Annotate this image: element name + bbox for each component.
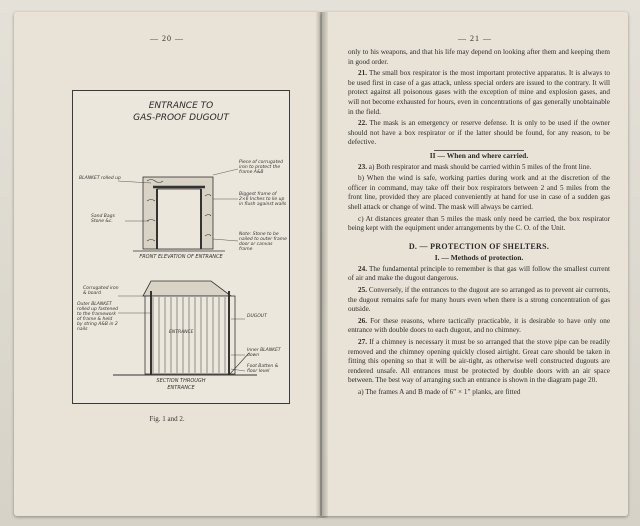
paragraph-23a xyxy=(348,163,610,173)
section-heading-ii: II — When and where carried. xyxy=(429,150,529,160)
page-number-right: — 21 — xyxy=(458,34,492,43)
left-page xyxy=(14,12,320,516)
paragraph-number: 22. xyxy=(358,119,367,128)
paragraph-number: 26. xyxy=(358,316,367,325)
section-heading-d: D. — PROTECTION OF SHELTERS. xyxy=(408,241,550,251)
paragraph-number: 21. xyxy=(358,69,367,78)
label-outer-blanket: Outer BLANKET rolled up fastened to the framework of frame & held by string A&B in 2 nails xyxy=(77,302,118,332)
section-heading-i: I. — Methods of protection. xyxy=(434,253,524,263)
figure-title-line1: ENTRANCE TO xyxy=(148,101,214,111)
paragraph-text: Conversely, if the entrances to the dugout are so arranged as to prevent air currents, the dugout remains safe for many hours even when there is a strong concentration of gas outside. xyxy=(348,286,610,314)
paragraph-text: For these reasons, where tactically practicable, it is desirable to have only one entrance with double doors to each dugout, and no chimney. xyxy=(348,316,611,335)
label-note-stone: Note: Stone to be nailed to outer frame door or canvas frame xyxy=(239,232,287,252)
paragraph-26 xyxy=(348,317,610,336)
label-section-line1: SECTION THROUGH xyxy=(156,378,206,384)
paragraph-text: a) Both respirator and mask should be carried within 5 miles of the front line. xyxy=(368,162,592,171)
label-corrugated-iron: Corrugated iron & board xyxy=(83,286,119,296)
paragraph-text: The small box respirator is the most important protective apparatus. It is always to be used first in case of a gas attack, unless special orders are issued to the contrary. It will protect against all poisonous gases with the exception of mine and explosion gases, and will not become exhausted for hours, even in concentrations of gas generally unobtainable in the field. xyxy=(348,69,610,116)
paragraph-number: 23. xyxy=(358,162,367,171)
paragraph-intro: only to his weapons, and that his life may depend on looking after them and keeping them in good order. xyxy=(348,48,610,66)
right-page xyxy=(322,12,628,516)
paragraph-text: The mask is an emergency or reserve defense. It is only to be used if the owner should not have a box respirator or if the latter should be found, for any reason, to be defective. xyxy=(348,119,610,147)
dugout-entrance-figure xyxy=(72,90,290,404)
paragraph-number: 24. xyxy=(358,264,367,273)
paragraph-text: The fundamental principle to remember is that gas will follow the smallest current of air and make the dugout dangerous. xyxy=(348,264,611,283)
paragraph-22 xyxy=(348,119,610,148)
label-section-line2: ENTRANCE xyxy=(167,385,195,391)
label-frame-protection: Piece of corrugated iron to protect the frame A&B xyxy=(239,160,283,175)
front-elevation-drawing xyxy=(118,169,238,251)
label-dugout: DUGOUT xyxy=(247,314,267,319)
paragraph-number: 27. xyxy=(358,338,367,347)
paragraph-27 xyxy=(348,338,610,386)
paragraph-23c: c) At distances greater than 5 miles the mask only need be carried, the box respirator being kept with the equipment under arrangements by the C. O. of the Unit. xyxy=(348,214,610,233)
figure-title-line2: GAS-PROOF DUGOUT xyxy=(133,113,229,123)
paragraph-number: 25. xyxy=(358,286,367,295)
paragraph-24 xyxy=(348,265,610,284)
paragraph-23b: b) When the wind is safe, working parties during work and at the discretion of the officer in command, may take off their box respirators between 2 and 5 miles from the front line, provided they are placed conveniently at hand for use in case of a sudden gas shell attack or change of wind. The mask will always be carried. xyxy=(348,174,610,211)
open-booklet xyxy=(14,12,628,518)
label-entrance: ENTRANCE xyxy=(169,330,194,335)
label-foot-rest: Foot Batten & floor level xyxy=(247,364,279,374)
book-spine xyxy=(316,12,328,518)
label-inner-blanket: Inner BLANKET down xyxy=(247,348,281,358)
page-number-left: — 20 — xyxy=(150,34,184,43)
paragraph-25 xyxy=(348,286,610,315)
label-bigger-frame: Biggest frame of 2×6 Inches to lie up in flush against walls xyxy=(239,192,287,207)
label-front-elevation: FRONT ELEVATION OF ENTRANCE xyxy=(139,254,223,260)
paragraph-text: If a chimney is necessary it must be so arranged that the stove pipe can be readily removed and the chimney opening quickly closed airtight. Great care should be taken in fitting this opening so that it will be air-tight, as otherwise well constructed dugouts are rendered unsafe. All entrances must be protected by double doors with an air space between. The best way of arranging such an entrance is shown in the diagram page 20. xyxy=(348,338,610,385)
figure-caption: Fig. 1 and 2. xyxy=(149,415,185,423)
paragraph-21 xyxy=(348,69,610,117)
label-sandbags: Sand Bags Stone &c. xyxy=(91,214,115,224)
section-drawing xyxy=(113,281,257,375)
label-blanket-rolled-up: BLANKET rolled up xyxy=(79,176,121,181)
paragraph-27a: a) The frames A and B made of 6″ × 1″ planks, are fitted xyxy=(358,388,521,396)
page-text xyxy=(348,48,610,400)
